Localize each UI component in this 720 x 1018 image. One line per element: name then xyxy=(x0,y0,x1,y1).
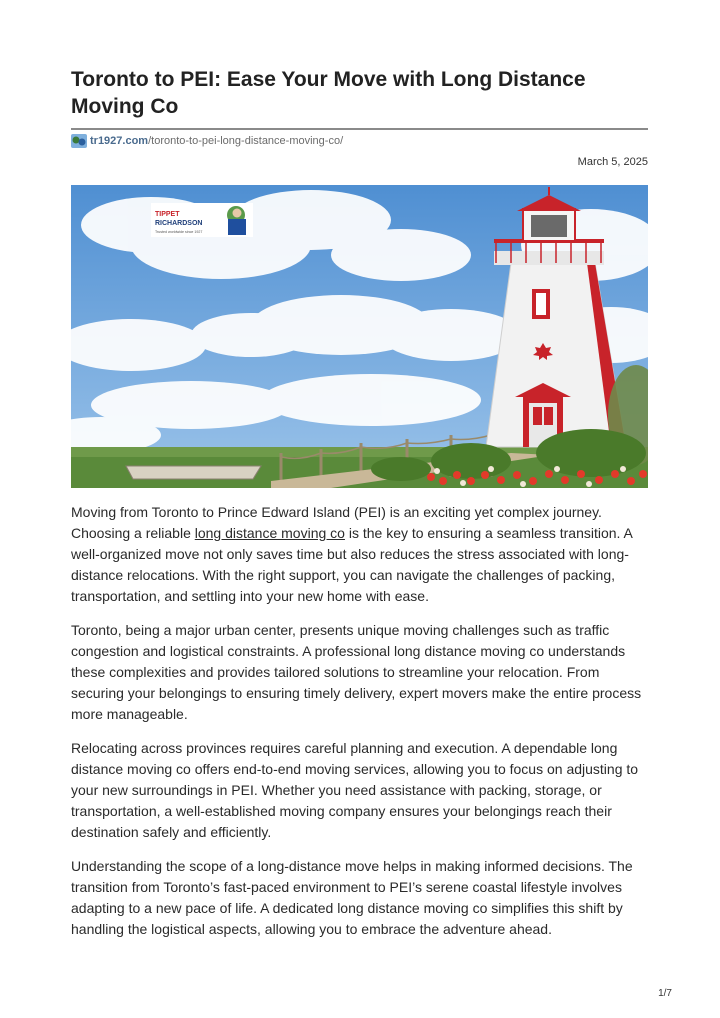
paragraph: Toronto, being a major urban center, presents unique moving challenges such as traffic congestion and logistical constraints. A professional long distance moving co understands these complexities and provides tailored solutions to streamline your relocation. From securing your belongings to ensuring timely delivery, expert movers make the entire process more manageable. xyxy=(71,622,642,722)
page-number: 1/7 xyxy=(658,988,672,999)
company-logo xyxy=(151,203,253,237)
long-distance-moving-link[interactable]: long distance moving co xyxy=(194,525,345,541)
publish-date: March 5, 2025 xyxy=(577,156,648,168)
article-body xyxy=(71,502,653,953)
hero-image xyxy=(71,185,648,488)
lighthouse-photo xyxy=(71,185,648,488)
article-title: Toronto to PEI: Ease Your Move with Long Distance Moving Co xyxy=(71,68,586,118)
logo-line2: RICHARDSON xyxy=(155,220,203,227)
mover-icon xyxy=(228,219,246,235)
title-divider xyxy=(71,128,648,130)
logo-tagline: Trusted worldwide since 1927 xyxy=(155,230,203,234)
site-favicon-icon xyxy=(71,134,87,148)
source-line[interactable] xyxy=(71,133,343,149)
paragraph: Understanding the scope of a long-distance move helps in making informed decisions. The transition from Toronto’s fast-paced environment to PEI’s serene coastal lifestyle involves adapting to a new pace of life. A dedicated long distance moving co simplifies this shift by handling the logistical aspects, allowing you to embrace the adventure ahead. xyxy=(71,858,633,937)
source-path[interactable]: /toronto-to-pei-long-distance-moving-co/ xyxy=(148,135,344,147)
logo-line1: TIPPET xyxy=(155,211,180,218)
paragraph: Moving from Toronto to Prince Edward Island (PEI) is an exciting yet complex journey. Choosing a reliable long distance moving co is the key to ensuring a seamless transition. A well-organized move not only saves time but also reduces the stress associated with long-distance relocations. With the right support, you can navigate the challenges of packing, transportation, and settling into your new home with ease. xyxy=(71,504,633,604)
source-domain[interactable]: tr1927.com xyxy=(90,135,149,147)
paragraph: Relocating across provinces requires careful planning and execution. A dependable long distance moving co offers end-to-end moving services, allowing you to focus on adjusting to your new surroundings in PEI. Whether you need assistance with packing, storage, or transportation, a well-established moving company ensures your belongings reach their destination safely and efficiently. xyxy=(71,740,639,840)
